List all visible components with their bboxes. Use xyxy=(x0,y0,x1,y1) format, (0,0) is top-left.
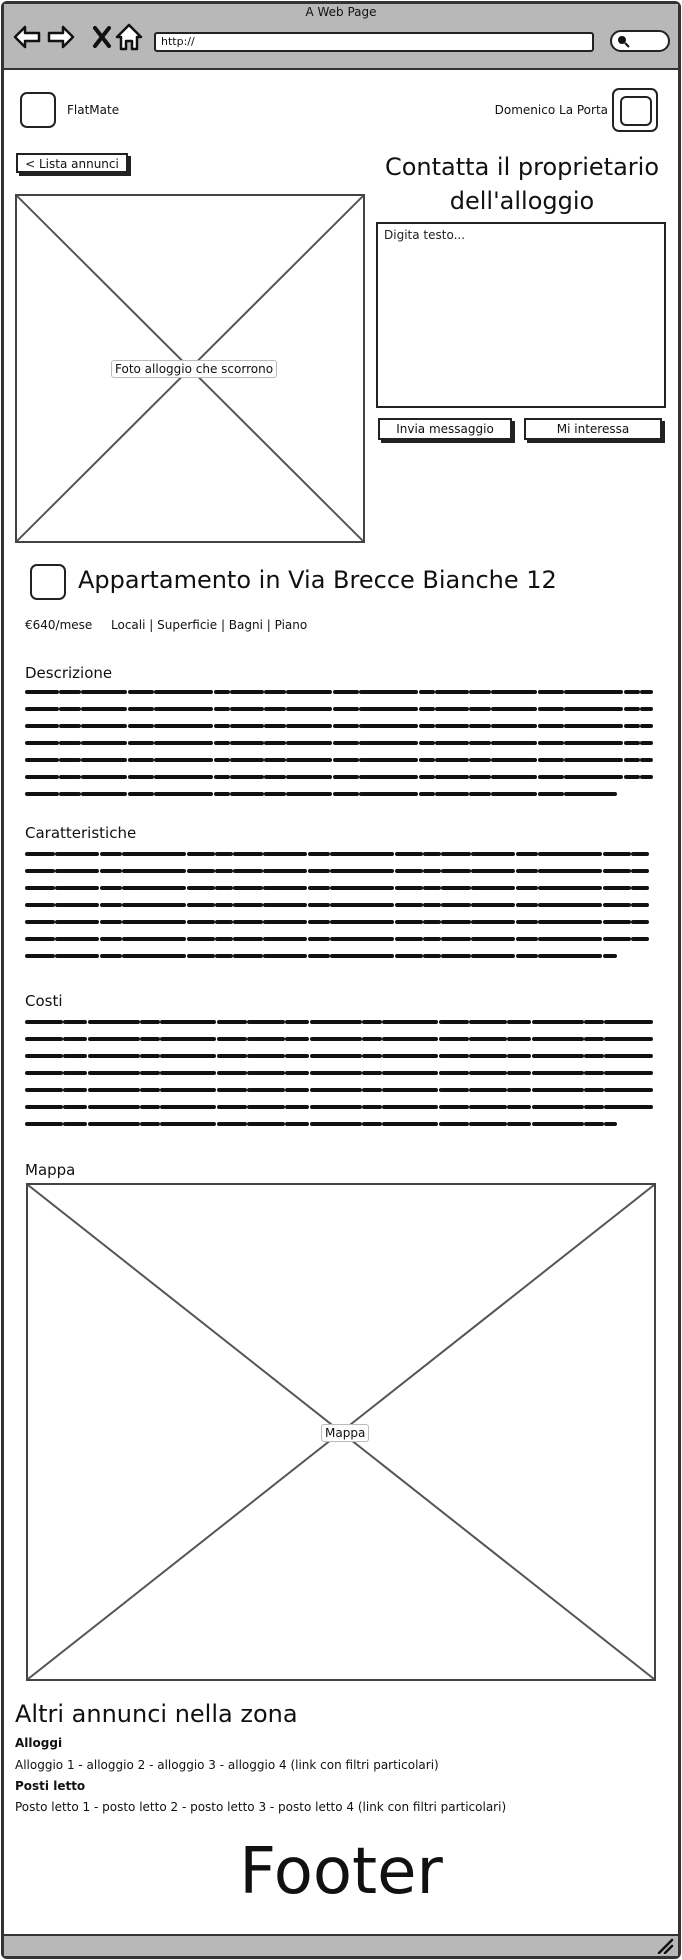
back-to-list-button[interactable]: < Lista annunci xyxy=(16,153,128,173)
search-field[interactable] xyxy=(610,30,670,52)
description-text xyxy=(25,686,655,802)
message-textarea[interactable] xyxy=(376,222,666,408)
brand-name[interactable]: FlatMate xyxy=(67,103,120,117)
costs-text xyxy=(25,1016,655,1132)
housing-links[interactable]: Alloggio 1 - alloggio 2 - alloggio 3 - alloggio 4 (link con filtri particolari) xyxy=(15,1758,439,1772)
resize-grip-icon[interactable] xyxy=(656,1938,674,1954)
footer: Footer xyxy=(239,1835,443,1909)
search-icon xyxy=(616,34,630,48)
photo-carousel[interactable] xyxy=(15,194,365,543)
forward-arrow-icon[interactable] xyxy=(46,22,76,52)
description-title: Descrizione xyxy=(25,664,113,682)
listing-title: Appartamento in Via Brecce Bianche 12 xyxy=(78,566,557,594)
contact-heading-line1: Contatta il proprietario xyxy=(384,153,660,181)
other-listings-heading: Altri annunci nella zona xyxy=(15,1700,298,1728)
message-placeholder: Digita testo... xyxy=(384,228,466,242)
status-bar xyxy=(4,1934,678,1956)
favorite-checkbox-icon[interactable] xyxy=(30,564,66,600)
avatar-icon[interactable] xyxy=(612,88,658,132)
home-icon[interactable] xyxy=(114,22,144,52)
window-title: A Web Page xyxy=(305,5,377,19)
housing-title: Alloggi xyxy=(15,1736,63,1750)
photo-label: Foto alloggio che scorrono xyxy=(111,360,277,378)
interested-button[interactable]: Mi interessa xyxy=(524,418,662,440)
beds-title: Posti letto xyxy=(15,1779,86,1793)
features-text xyxy=(25,848,655,964)
map-title: Mappa xyxy=(25,1161,76,1179)
listing-specs: Locali | Superficie | Bagni | Piano xyxy=(111,618,308,632)
contact-heading-line2: dell'alloggio xyxy=(449,187,595,215)
back-arrow-icon[interactable] xyxy=(12,22,42,52)
features-title: Caratteristiche xyxy=(25,824,137,842)
beds-links[interactable]: Posto letto 1 - posto letto 2 - posto letto 3 - posto letto 4 (link con filtri particolari) xyxy=(15,1800,507,1814)
listing-price: €640/mese xyxy=(25,618,93,632)
logo-icon[interactable] xyxy=(20,92,56,128)
map-placeholder[interactable] xyxy=(26,1183,656,1681)
send-message-button[interactable]: Invia messaggio xyxy=(378,418,512,440)
costs-title: Costi xyxy=(25,992,63,1010)
url-bar[interactable]: http:// xyxy=(154,32,594,52)
map-label: Mappa xyxy=(321,1424,369,1442)
user-name[interactable]: Domenico La Porta xyxy=(494,103,608,117)
